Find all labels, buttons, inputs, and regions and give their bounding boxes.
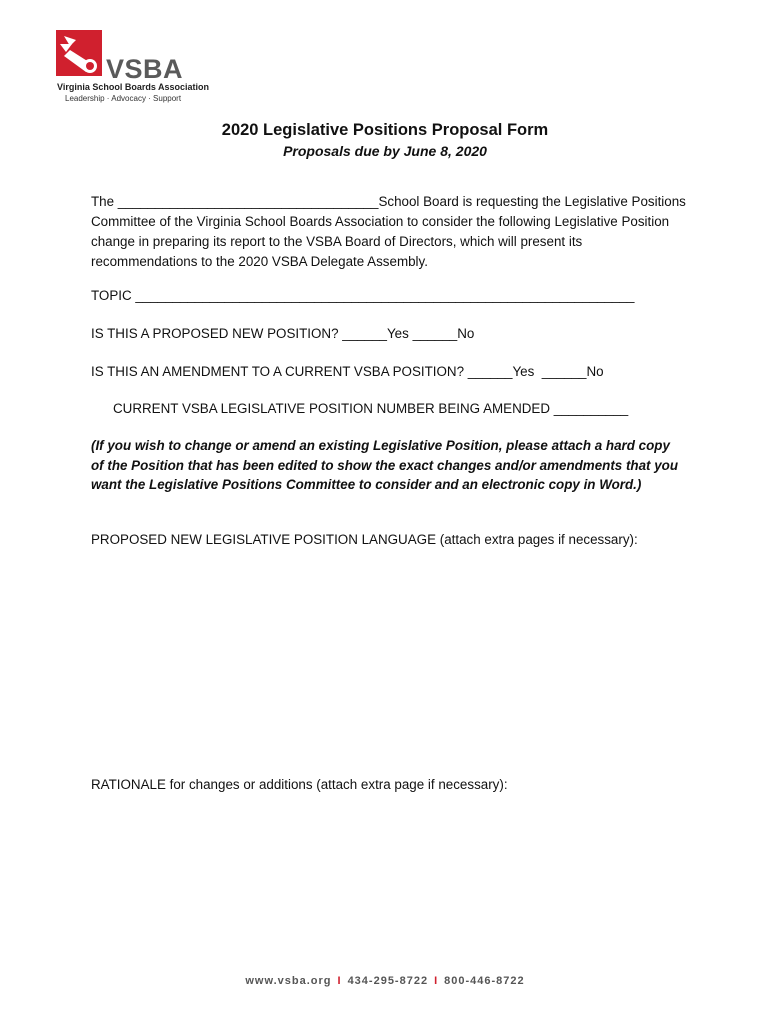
proposed-language-label: PROPOSED NEW LEGISLATIVE POSITION LANGUAGE (attach extra pages if necessary): [91,532,638,547]
footer-phone-2: 800-446-8722 [444,975,525,987]
intro-prefix: The [91,194,118,209]
form-title: 2020 Legislative Positions Proposal Form [221,121,549,139]
logo-wordmark: VSBA [106,54,184,84]
new-position-question-text: IS THIS A PROPOSED NEW POSITION? [91,326,339,341]
topic-label: TOPIC [91,288,132,303]
form-subtitle: Proposals due by June 8, 2020 [283,143,487,159]
amendment-no-label: No [586,364,604,379]
amendment-no-blank[interactable]: ______ [541,364,587,379]
logo-tagline: Leadership · Advocacy · Support [65,94,182,103]
intro-paragraph [91,192,691,272]
amendment-instructions: (If you wish to change or amend an existing Legislative Position, please attach a hard copy of the Position that has been edited to show the exact changes and/or amendments that you want the Legislative Positions Committee to consider and an electronic copy in Word.) [91,438,679,492]
new-position-no-label: No [457,326,475,341]
school-board-name-blank[interactable]: ___________________________________ [117,194,379,209]
intro-text: School Board is requesting the Legislative Positions Committee of the Virginia School Boards Association to consider the following Legislative Position change in preparing its report to the VSBA Board of Directors, which will present its recommendations to the 2020 VSBA Delegate Assembly. [91,194,686,269]
amendment-yes-blank[interactable]: ______ [467,364,513,379]
new-position-question [91,324,691,344]
topic-line [91,286,691,306]
new-position-yes-blank[interactable]: ______ [342,326,387,341]
new-position-no-blank[interactable]: ______ [412,326,458,341]
current-position-number-label: CURRENT VSBA LEGISLATIVE POSITION NUMBER BEING AMENDED [113,401,551,416]
amendment-yes-label: Yes [512,364,535,379]
footer-contact [0,975,770,987]
footer-phone-1: 434-295-8722 [347,975,429,987]
new-position-yes-label: Yes [386,326,409,341]
footer-separator: I [337,975,342,987]
vsba-logo [56,30,210,105]
rationale-label: RATIONALE for changes or additions (attach extra page if necessary): [91,777,508,792]
current-position-number-blank[interactable]: __________ [553,401,629,416]
amendment-question-text: IS THIS AN AMENDMENT TO A CURRENT VSBA POSITION? [91,364,465,379]
vsba-torch-logo-icon [56,30,104,78]
amendment-question [91,362,691,382]
current-position-number-line [113,399,713,419]
footer-website: www.vsba.org [245,975,332,987]
topic-blank[interactable]: ___________________________________________________________________ [135,288,635,303]
logo-org-name: Virginia School Boards Association [57,82,210,92]
footer-separator: I [434,975,439,987]
